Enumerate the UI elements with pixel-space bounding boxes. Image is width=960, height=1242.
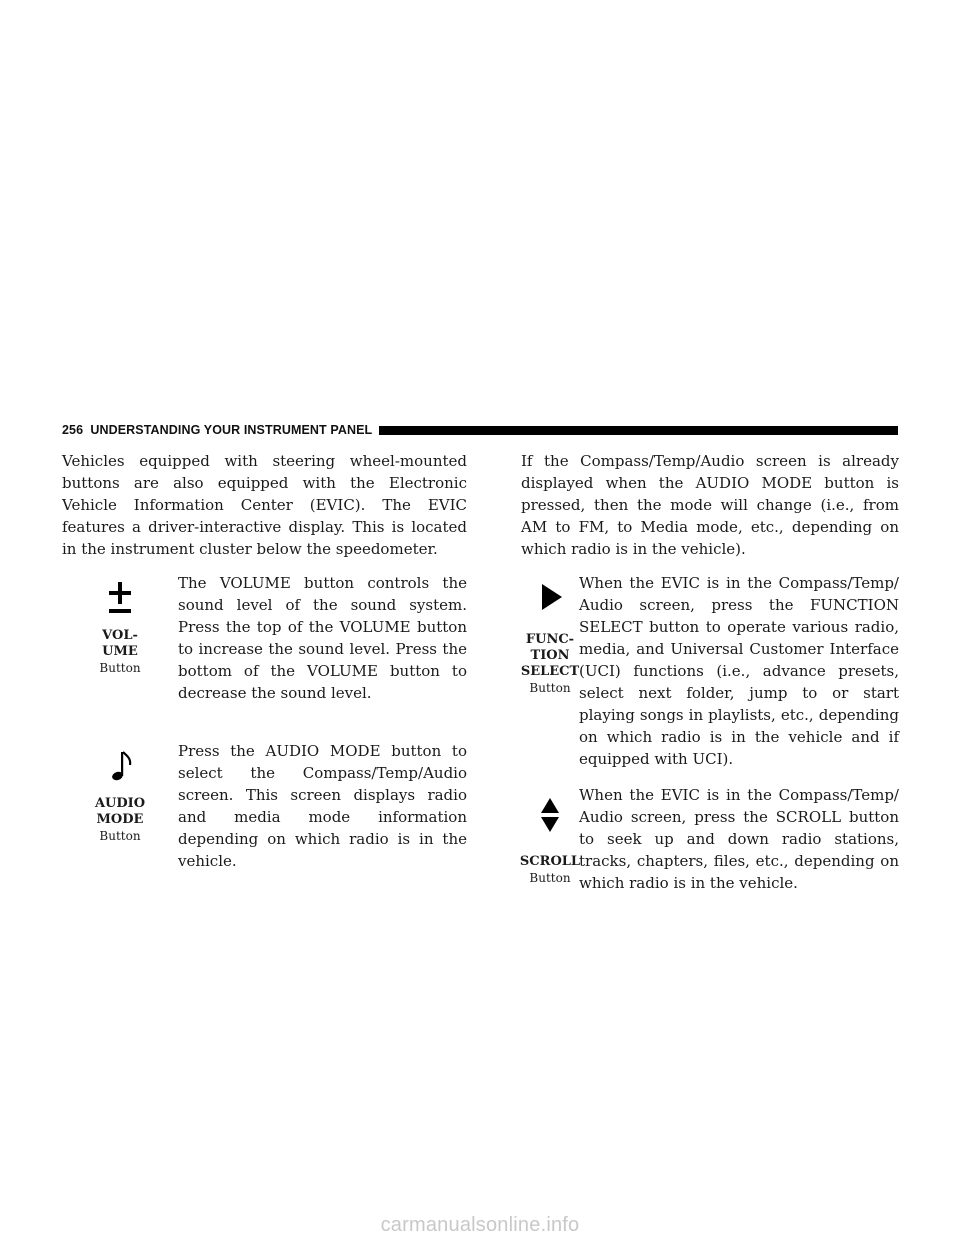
plus-minus-icon bbox=[100, 572, 140, 628]
volume-section bbox=[62, 572, 467, 710]
volume-label-2: UME bbox=[102, 644, 138, 659]
header-rule bbox=[379, 426, 898, 435]
right-intro-paragraph: If the Compass/Temp/Audio screen is already displayed when the AUDIO MODE button is pressed, then the mode will change (i.e., from AM to FM, to Media mode, etc., depending on which radio is in the vehicle). bbox=[521, 452, 899, 558]
up-down-triangles-icon bbox=[530, 784, 570, 854]
function-select-label-2: TION bbox=[530, 648, 570, 663]
page-number: 256 bbox=[62, 423, 84, 437]
volume-label-1: VOL- bbox=[102, 628, 138, 643]
page-header bbox=[62, 423, 898, 437]
scroll-label-sub: Button bbox=[529, 871, 571, 885]
function-select-label-3: SELECT bbox=[520, 664, 580, 679]
function-select-section bbox=[521, 572, 899, 776]
audio-mode-paragraph: Press the AUDIO MODE button to select the Compass/Temp/Audio screen. This screen displays radio and media mode information depending on which radio is in the vehicle. bbox=[178, 742, 467, 870]
scroll-paragraph: When the EVIC is in the Compass/Temp/ Audio screen, press the SCROLL button to seek up and down radio stations, tracks, chapters, files, etc., depending on which radio is in the vehicle. bbox=[579, 786, 899, 892]
volume-paragraph: The VOLUME button controls the sound level of the sound system. Press the top of the VOLUME button to increase the sound level. Press the bottom of the VOLUME button to decrease the sound level. bbox=[178, 574, 467, 702]
volume-button-figure bbox=[62, 572, 178, 710]
right-triangle-icon bbox=[530, 572, 570, 632]
function-select-button-figure bbox=[521, 572, 579, 776]
music-note-icon bbox=[100, 740, 140, 796]
function-select-paragraph: When the EVIC is in the Compass/Temp/ Audio screen, press the FUNCTION SELECT button to operate various radio, media, and Universal Customer Interface (UCI) functions (i.e., advance presets, select next folder, jump to or start playing songs in playlists, etc., depending on which radio is in the vehicle and if equipped with UCI). bbox=[579, 574, 899, 768]
header-text bbox=[62, 423, 372, 437]
section-title: UNDERSTANDING YOUR INSTRUMENT PANEL bbox=[90, 423, 373, 437]
watermark: carmanualsonline.info bbox=[380, 1214, 580, 1236]
function-select-label-1: FUNC- bbox=[525, 632, 575, 647]
audio-mode-label-sub: Button bbox=[99, 829, 141, 843]
scroll-label-1: SCROLL bbox=[519, 854, 581, 869]
right-column bbox=[521, 450, 899, 900]
scroll-section bbox=[521, 784, 899, 900]
audio-mode-label-1: AUDIO bbox=[94, 796, 146, 811]
audio-mode-label-2: MODE bbox=[96, 812, 144, 827]
left-column bbox=[62, 450, 467, 878]
scroll-button-figure bbox=[521, 784, 579, 900]
intro-paragraph: Vehicles equipped with steering wheel-mounted buttons are also equipped with the Electronic Vehicle Information Center (EVIC). The EVIC features a driver-interactive display. This is located in the instrument cluster below the speedometer. bbox=[62, 452, 467, 558]
function-select-label-sub: Button bbox=[529, 681, 571, 695]
volume-label-sub: Button bbox=[99, 661, 141, 675]
audio-mode-button-figure bbox=[62, 740, 178, 878]
audio-mode-section bbox=[62, 740, 467, 878]
